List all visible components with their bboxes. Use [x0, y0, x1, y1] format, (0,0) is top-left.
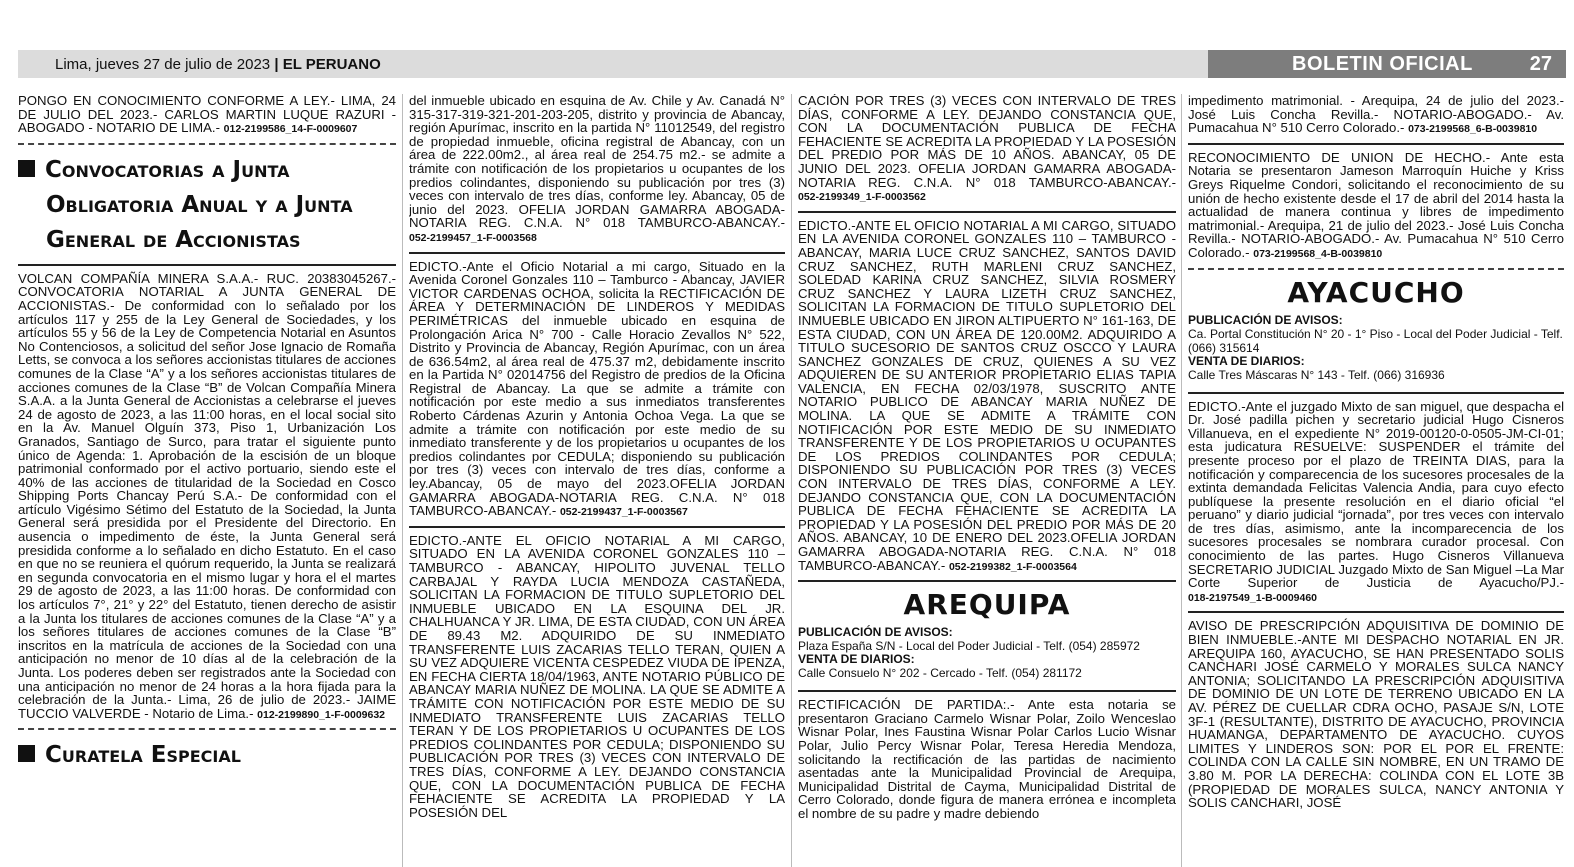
sales-address: Calle Consuelo N° 202 - Cercado - Telf. (054) 281172 [798, 666, 1082, 681]
notice [1188, 619, 1564, 809]
notice-separator [798, 211, 1176, 213]
notice-text: VOLCAN COMPAÑÍA MINERA S.A.A.- RUC. 20383045267.- CONVOCATORIA NOTARIAL A JUNTA GENERAL DE ACCIONISTAS.- De conformidad con lo señalado por los artículos 117 y 255 de la Ley General de Sociedades, y los artículos 55 y 56 de la Ley de Competencia Notarial en Asuntos No Contenciosos, a solicitud del señor Jose Ignacio de Romaña Letts, se convoca a los señores accionistas titulares de acciones comunes de la Clase “A” y a los señores accionistas titulares de acciones comunes de la Clase “B” de Volcan Compañía Minera S.A.A. a la Junta General de Accionistas a celebrarse el jueves 24 de agosto de 2023, a las 11:00 horas, en el local social sito en la Av. Manuel Olguín 373, Piso 1, Urbanización Los Granados, Santiago de Surco, para tratar el siguiente punto único de Agenda: 1. Aprobación de la escisión de un bloque patrimonial conformado por el activo portuario, siendo este el 40% de las acciones de titularidad de la Sociedad en Cosco Shipping Ports Chancay Perú S.A.- De conformidad con el artículo Vigésimo Sétimo del Estatuto de la Sociedad, la Junta General será presidida por el Presidente del Directorio. En ausencia o impedimento de éste, la Junta General será presidida conforme a lo señalado en dicho Estatuto. En el caso en que no se reuniera el quórum requerido, la Junta se realizará en segunda convocatoria en el mismo lugar y hora el el martes 29 de agosto de 2023, a las 11:00 horas. De conformidad con los artículos 7°, 21° y 22° del Estatuto, tienen derecho de asistir a la Junta los titulares de acciones comunes de la Clase “A” y a los señores titulares de acciones comunes de la Clase “B” inscritos en la matrícula de acciones de la Sociedad con una anticipación no menor de 10 días al de la celebración de la Junta. Los poderes deben ser registrados ante la Sociedad con una anticipación no menor de 24 horas a la hora fijada para la celebración de la Junta.- Lima, 26 de julio de 2023.- JAIME TUCCIO VALVERDE - Notario de Lima.- [18, 270, 396, 721]
notice-text: RECTIFICACIÓN DE PARTIDA:.- Ante esta notaria se presentaron Graciano Carmelo Wisnar Polar, Zoilo Wenceslao Wisnar Polar, Ines Faustina Wisnar Polar Carlos Lucio Wisnar Polar, Julio Percy Wisnar Polar, Teresa Heredia Mendoza, solicitando la rectificación de las partidas de nacimiento asentadas ante la Municipalidad Provincial de Arequipa, Municipalidad Distrital de Cayma, Municipalidad Distrital de Cerro Colorado, donde figura de manera errónea e incompleta el nombre de su padre y madre debiendo [798, 697, 1176, 821]
notice-code: 052-2199457_1-F-0003568 [409, 231, 537, 244]
header-left-bar [18, 50, 1208, 78]
notice [798, 219, 1176, 574]
notice [1188, 151, 1564, 262]
notice-text: EDICTO.-ANTE EL OFICIO NOTARIAL A MI CARGO, SITUADO EN LA AVENIDA CORONEL GONZALES 110 – TAMBURCO - ABANCAY, MARIA LUCE CRUZ SANCHEZ, SANTOS DAVID CRUZ SANCHEZ, RUTH MARLENI CRUZ SANCHEZ, SOLEDAD KARINA CRUZ SANCHEZ, SILVIA ROSMERY CRUZ SANCHEZ Y LAURA LIZETH CRUZ SANCHEZ, SOLICITAN LA FORMACION DE TITULO SUPLETORIO DEL INMUEBLE UBICADO EN JIRON ALTIPUERTO N° 161-163, DE ESTA CIUDAD, CON UN ÁREA DE 120.00M2. ADQUIRIDO A TITULO SUCESORIO DE SANTOS CRUZ OSCCO Y LAURA SANCHEZ GONZALES DE CRUZ, QUIENES A SU VEZ ADQUIEREN DE SU ANTERIOR PROPIETARIO ELIAS TAPIA VALENCIA, EN FECHA 02/03/1978, SUSCRITO ANTE NOTARIO PUBLICO DE ABANCAY MARIA NUÑEZ DE MOLINA. LA QUE SE ADMITE A TRÁMITE CON NOTIFICACIÓN POR ESTE MEDIO DE SU INMEDIATO TRANSFERENTE Y DE LOS PROPIETARIOS U OCUPANTES DE LOS PREDIOS COLINDANTES POR CEDULA; DISPONIENDO SU PUBLICACIÓN POR TRES (3) VECES CON INTERVALO DE TRES DÍAS, CONFORME A LEY. DEJANDO CONSTANCIA QUE, CON LA DOCUMENTACIÓN PUBLICA DE FECHA FEHACIENTE SE ACREDITA LA PROPIEDAD Y LA POSESIÓN DEL PREDIO POR MÁS DE 20 AÑOS. ABANCAY, 10 DE ENERO DEL 2023.OFELIA JORDAN GAMARRA ABOGADA-NOTARIA REG. C.N.A. N° 018 TAMBURCO-ABANCAY.- [798, 217, 1176, 573]
notice-text: EDICTO.-ANTE EL OFICIO NOTARIAL A MI CARGO, SITUADO EN LA AVENIDA CORONEL GONZALES 110 – TAMBURCO - ABANCAY, HIPOLITO JUVENAL TELLO CARBAJAL Y RAYDA LUCIA MENDOZA CASTAÑEDA, SOLICITAN LA FORMACION DE TITULO SUPLETORIO DEL INMUEBLE UBICADO EN LA ESQUINA DEL JR. CHALHUANCA Y JR. LIMA, DE ESTA CIUDAD, CON UN ÁREA DE 89.43 M2. ADQUIRIDO DE SU INMEDIATO TRANSFERENTE LUIS ZACARIAS TELLO TERAN, QUIEN A SU VEZ ADQUIERE VICENTA CESPEDEZ VIUDA DE IPENZA, EN FECHA CIERTA 18/04/1963, ANTE NOTARIO PÚBLICO DE ABANCAY MARIA NUÑEZ DE MOLINA. LA QUE SE ADMITE A TRÁMITE CON NOTIFICACIÓN POR ESTE MEDIO DE SU INMEDIATO TRANSFERENTE LUIS ZACARIAS TELLO TERAN Y DE LOS PROPIETARIOS U OCUPANTES DE LOS PREDIOS COLINDANTES POR CEDULA; DISPONIENDO SU PUBLICACIÓN POR TRES (3) VECES CON INTERVALO DE TRES DÍAS, CONFORME A LEY. DEJANDO CONSTANCIA QUE, CON LA DOCUMENTACIÓN PUBLICA DE FECHA FEHACIENTE SE ACREDITA LA PROPIEDAD Y LA POSESIÓN DEL [409, 532, 785, 820]
region-bottom-rule [1188, 392, 1564, 394]
section-heading [18, 153, 396, 258]
notice-text: CACIÓN POR TRES (3) VECES CON INTERVALO DE TRES DÍAS, CONFORME A LEY. DEJANDO CONSTANCIA QUE, CON LA DOCUMENTACIÓN PUBLICA DE FECHA FEHACIENTE SE ACREDITA LA PROPIEDAD Y LA POSESIÓN DEL PREDIO POR MÁS DE 10 AÑOS. ABANCAY, 05 DE JUNIO DEL 2023. OFELIA JORDAN GAMARRA ABOGADA-NOTARIA REG. C.N.A. N° 018 TAMBURCO-ABANCAY.- [798, 94, 1176, 190]
notice-text: RECONOCIMIENTO DE UNION DE HECHO.- Ante esta Notaria se presentaron Jameson Marroquín Huiche y Kriss Greys Riquelme Condori, solicitando el reconocimiento de su unión de hecho existente desde el 17 de abril del 2014 hasta la actualidad de manera continua y libres de impedimento matrimonial.- Arequipa, 21 de julio del 2023.- José Luis Concha Revilla.- NOTARIO-ABOGADO.- Av. Pumacahua N° 510 Cerro Colorado.- [1188, 149, 1564, 260]
region-top-rule [798, 580, 1176, 582]
region-heading: AYACUCHO [1287, 275, 1465, 309]
column-3 [798, 94, 1176, 867]
notice [1188, 94, 1564, 137]
notice-text: EDICTO.-Ante el juzgado Mixto de san miguel, que despacha el Dr. José padilla pichen y secretario judicial Hugo Cisneros Villanueva, en el expediente N° 2019-00120-0-0505-JM-CI-01; esta judicatura RESUELVE: SUSPENDER el trámite del presente proceso por el plazo de TREINTA DIAS, para la notificación y comparecencia de los sucesores procesales de la extinta demandada Felicitas Valencia Andia, para cuyo efecto publíquese la presente resolución en el diario oficial “el peruano” y diario judicial “jornada”, por tres veces con intervalo de tres días, asimismo, ante la incomparecencia de los sucesores procesales se nombrara curador procesal. Con conocimiento de las partes. Hugo Cisneros Villanueva SECRETARIO JUDICIAL Juzgado Mixto de San Miguel –La Mar Corte Superior de Justicia de Ayacucho/PJ.- [1188, 398, 1564, 591]
section-rule [18, 264, 396, 266]
notice-code: 073-2199568_4-B-0039810 [1253, 247, 1383, 260]
notice [18, 94, 396, 137]
notice-code: 012-2199586_14-F-0009607 [223, 123, 358, 136]
notice-code: 018-2197549_1-B-0009460 [1188, 591, 1318, 604]
column-divider [791, 94, 792, 867]
notice [798, 698, 1176, 820]
notice-text: impedimento matrimonial. - Arequipa, 24 de julio del 2023.- José Luis Concha Revilla.- NOTARIO-ABOGADO.- Av. Pumacahua N° 510 Cerro Colorado.- [1188, 94, 1564, 136]
column-2 [409, 94, 785, 867]
section-heading-text: Curatela Especial [45, 742, 241, 769]
notice-separator [1188, 611, 1564, 613]
notice-separator [409, 526, 785, 528]
section-square-icon [18, 160, 35, 177]
region-heading: AREQUIPA [903, 588, 1071, 622]
publication-address: Plaza España S/N - Local del Poder Judicial - Telf. (054) 285972 [798, 639, 1140, 654]
notice [798, 94, 1176, 205]
notice [409, 94, 785, 246]
notice-code: 052-2199382_1-F-0003564 [948, 560, 1077, 573]
page-header [18, 50, 1566, 78]
header-section-name: BOLETIN OFICIAL [1292, 53, 1473, 75]
column-divider [1181, 94, 1182, 867]
sales-address: Calle Tres Máscaras N° 143 - Telf. (066) 316936 [1188, 367, 1445, 382]
publication-label: PUBLICACIÓN DE AVISOS: [798, 625, 953, 640]
column-divider [402, 94, 403, 867]
notice-text: AVISO DE PRESCRIPCIÓN ADQUISITIVA DE DOMINIO DE BIEN INMUEBLE.-ANTE MI DESPACHO NOTARIAL EN JR. AREQUIPA 160, AYACUCHO, SE HAN PRESENTADO SOLIS CANCHARI JOSÉ CARMELO Y MORALES SULCA NANCY ANTONIA; SOLICITANDO LA PRESCRIPCIÓN ADQUISITIVA DE DOMINIO DE UN LOTE DE TERRENO UBICADO EN LA AV. PÉREZ DE CUELLAR CDRA OCHO, PASAJE S/N, LOTE 3F-1 (RESULTANTE), DISTRITO DE AYACUCHO, PROVINCIA HUAMANGA, DEPARTAMENTO DE AYACUCHO. CUYOS LIMITES Y LINDEROS SON: POR EL POR EL FRENTE: COLINDA CON LA CALLE SIN NOMBRE, EN UN TRAMO DE 3.80 M. POR LA DERECHA: COLINDA CON EL LOTE 3B (PROPIEDAD DE MORALES SULCA, NANCY ANTONIA Y SOLIS CANCHARI, JOSÉ [1188, 618, 1564, 811]
notice-code: 052-2199437_1-F-0003567 [559, 506, 688, 519]
column-4 [1188, 94, 1564, 867]
notice-text: del inmueble ubicado en esquina de Av. Chile y Av. Canadá N° 315-317-319-321-201-203-205, distrito y provincia de Abancay, región Apurímac, inscrito en la partida N° 11012549, del registro de propiedad inmueble, oficina registral de Abancay, con un área de 222.00m2., al área real de 254.75 m2.- se admite a trámite con notificación de los propietarios u ocupantes de los predios colindantes, disponiendo su publicación por tres (3) veces con intervalo de tres días, conforme ley. Abancay, 05 de junio del 2023. OFELIA JORDAN GAMARRA ABOGADA-NOTARIA REG. C.N.A. N° 018 TAMBURCO-ABANCAY.- [409, 94, 785, 231]
column-1 [18, 94, 396, 867]
section-heading [18, 738, 396, 773]
notice [18, 272, 396, 723]
sales-label: VENTA DE DIARIOS: [798, 652, 915, 667]
notice-separator [18, 728, 396, 730]
notice-separator [1188, 143, 1564, 145]
section-square-icon [18, 745, 35, 762]
region-bottom-rule [798, 690, 1176, 692]
notice [1188, 400, 1564, 606]
region-top-rule [1188, 268, 1564, 270]
header-right-bar [1208, 50, 1566, 78]
notice-code: 012-2199890_1-F-0009632 [257, 708, 386, 721]
notice-separator [18, 143, 396, 145]
notice [409, 260, 785, 520]
header-date-line [55, 56, 381, 73]
publication-label: PUBLICACIÓN DE AVISOS: [1188, 312, 1343, 327]
notice-code: 052-2199349_1-F-0003562 [798, 191, 926, 204]
header-date: Lima, jueves 27 de julio de 2023 [55, 56, 271, 73]
notice-separator [409, 252, 785, 254]
notice [409, 534, 785, 819]
notice-text: PONGO EN CONOCIMIENTO CONFORME A LEY.- LIMA, 24 DE JULIO DEL 2023.- CARLOS MARTIN LUQUE RAZURI - ABOGADO - NOTARIO DE LIMA.- [18, 94, 396, 136]
publication-address: Ca. Portal Constitución N° 20 - 1° Piso - Local del Poder Judicial - Telf. (066) 315614 [1188, 326, 1563, 355]
header-paper-name: | EL PERUANO [274, 56, 381, 73]
notice-code: 073-2199568_6-B-0039810 [1408, 123, 1538, 136]
header-page-number: 27 [1529, 53, 1552, 75]
section-heading-text: Convocatorias a Junta Obligatoria Anual y a Junta General de Accionistas [45, 156, 353, 253]
sales-label: VENTA DE DIARIOS: [1188, 353, 1305, 368]
notice-text: EDICTO.-Ante el Oficio Notarial a mi cargo, Situado en la Avenida Coronel Gonzales 110 – Tamburco - Abancay, JAVIER VICTOR CARDENAS OCHOA, solicita la RECTIFICACIÓN DE ÁREA Y DETERMINACIÓN DE LINDEROS Y MEDIDAS PERIMÉTRICAS del inmueble ubicado en esquina de Prolongación Arica N° 700 - Calle Horacio Zevallos N° 522, Distrito y Provincia de Abancay, Región Apurímac, con un área de 636.54m2, al área real de 475.37 m2, debidamente inscrito en la Partida N° 02014756 del Registro de predios de la Oficina Registral de Abancay. La que se admite a trámite con notificación por este medio a sus inmediatos transferentes Roberto Cárdenas Azurin y Antonia Ochoa Vega. La que se admite a trámite con notificación por este medio de su inmediato transferente y de los propietarios u ocupantes de los predios colindantes por CEDULA; disponiendo su publicación por tres (3) veces con intervalo de tres días, conforme a ley.Abancay, 05 de mayo del 2023.OFELIA JORDAN GAMARRA ABOGADA-NOTARIA REG. C.N.A. N° 018 TAMBURCO-ABANCAY.- [409, 258, 785, 519]
